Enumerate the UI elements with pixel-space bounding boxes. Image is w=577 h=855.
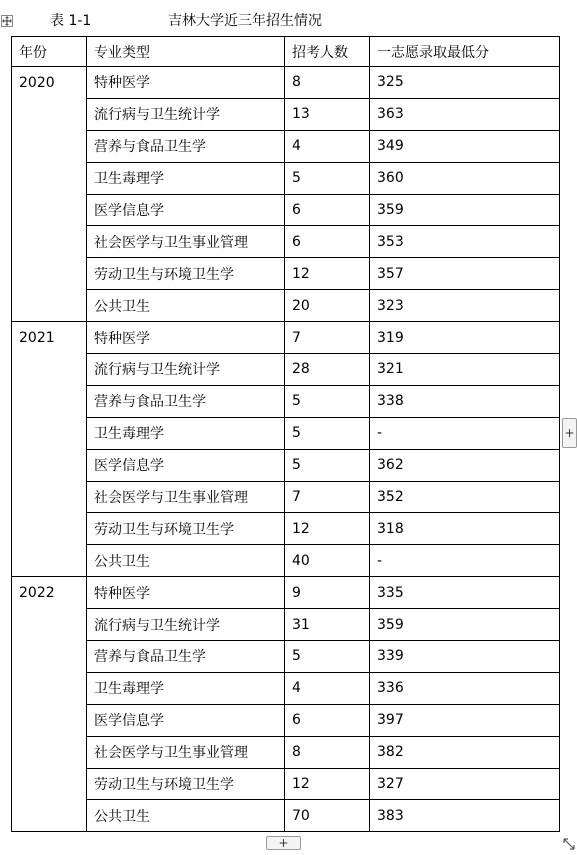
major-cell: 特种医学	[87, 577, 285, 609]
table-row	[12, 641, 560, 673]
major-cell: 营养与食品卫生学	[87, 130, 285, 162]
table-move-handle[interactable]	[1, 15, 13, 27]
table-row	[12, 98, 560, 130]
table-row	[12, 258, 560, 290]
min-score-cell: 318	[370, 513, 560, 545]
year-cell: 2022	[12, 577, 87, 832]
table-row	[12, 449, 560, 481]
major-cell: 劳动卫生与环境卫生学	[87, 258, 285, 290]
major-cell: 公共卫生	[87, 800, 285, 832]
major-cell: 流行病与卫生统计学	[87, 354, 285, 386]
table-row	[12, 672, 560, 704]
major-cell: 卫生毒理学	[87, 417, 285, 449]
min-score-cell: 338	[370, 385, 560, 417]
count-cell: 4	[285, 130, 370, 162]
table-row	[12, 385, 560, 417]
major-cell: 卫生毒理学	[87, 162, 285, 194]
min-score-cell: 353	[370, 226, 560, 258]
count-cell: 6	[285, 704, 370, 736]
major-cell: 营养与食品卫生学	[87, 641, 285, 673]
major-cell: 社会医学与卫生事业管理	[87, 481, 285, 513]
count-cell: 8	[285, 67, 370, 99]
major-cell: 医学信息学	[87, 704, 285, 736]
count-cell: 70	[285, 800, 370, 832]
count-cell: 8	[285, 736, 370, 768]
major-cell: 劳动卫生与环境卫生学	[87, 768, 285, 800]
min-score-cell: 321	[370, 354, 560, 386]
count-cell: 5	[285, 162, 370, 194]
count-cell: 5	[285, 417, 370, 449]
count-cell: 7	[285, 481, 370, 513]
year-cell: 2020	[12, 67, 87, 322]
header-min-score: 一志愿录取最低分	[370, 37, 560, 67]
table-row	[12, 162, 560, 194]
table-row	[12, 545, 560, 577]
major-cell: 流行病与卫生统计学	[87, 98, 285, 130]
count-cell: 40	[285, 545, 370, 577]
count-cell: 20	[285, 290, 370, 322]
header-major: 专业类型	[87, 37, 285, 67]
resize-diagonal-icon	[562, 837, 576, 851]
count-cell: 13	[285, 98, 370, 130]
count-cell: 7	[285, 322, 370, 354]
min-score-cell: 319	[370, 322, 560, 354]
major-cell: 流行病与卫生统计学	[87, 609, 285, 641]
table-row	[12, 322, 560, 354]
min-score-cell: 382	[370, 736, 560, 768]
table-row	[12, 704, 560, 736]
min-score-cell: 383	[370, 800, 560, 832]
table-header-row	[12, 37, 560, 67]
count-cell: 6	[285, 226, 370, 258]
major-cell: 公共卫生	[87, 290, 285, 322]
table-row	[12, 194, 560, 226]
move-arrows-icon	[2, 16, 12, 26]
major-cell: 特种医学	[87, 322, 285, 354]
count-cell: 31	[285, 609, 370, 641]
count-cell: 28	[285, 354, 370, 386]
min-score-cell: -	[370, 545, 560, 577]
major-cell: 社会医学与卫生事业管理	[87, 226, 285, 258]
table-body	[12, 67, 560, 832]
table-number: 表 1-1	[50, 13, 92, 29]
count-cell: 12	[285, 768, 370, 800]
table-row	[12, 513, 560, 545]
table-row	[12, 800, 560, 832]
table-row	[12, 67, 560, 99]
table-row	[12, 768, 560, 800]
table-row	[12, 481, 560, 513]
table-title: 吉林大学近三年招生情况	[168, 13, 322, 29]
min-score-cell: 336	[370, 672, 560, 704]
count-cell: 5	[285, 385, 370, 417]
table-resize-handle[interactable]	[562, 836, 576, 850]
table-row	[12, 609, 560, 641]
min-score-cell: 359	[370, 194, 560, 226]
major-cell: 劳动卫生与环境卫生学	[87, 513, 285, 545]
year-cell: 2021	[12, 322, 87, 577]
add-row-button[interactable]: +	[266, 836, 301, 850]
min-score-cell: 362	[370, 449, 560, 481]
admissions-table	[11, 36, 560, 832]
min-score-cell: 325	[370, 67, 560, 99]
min-score-cell: 360	[370, 162, 560, 194]
min-score-cell: 363	[370, 98, 560, 130]
table-row	[12, 226, 560, 258]
count-cell: 6	[285, 194, 370, 226]
header-count: 招考人数	[285, 37, 370, 67]
major-cell: 医学信息学	[87, 449, 285, 481]
min-score-cell: 357	[370, 258, 560, 290]
min-score-cell: 339	[370, 641, 560, 673]
major-cell: 医学信息学	[87, 194, 285, 226]
min-score-cell: 359	[370, 609, 560, 641]
major-cell: 社会医学与卫生事业管理	[87, 736, 285, 768]
count-cell: 4	[285, 672, 370, 704]
min-score-cell: -	[370, 417, 560, 449]
major-cell: 公共卫生	[87, 545, 285, 577]
header-year: 年份	[12, 37, 87, 67]
count-cell: 5	[285, 641, 370, 673]
min-score-cell: 397	[370, 704, 560, 736]
min-score-cell: 323	[370, 290, 560, 322]
major-cell: 特种医学	[87, 67, 285, 99]
count-cell: 12	[285, 513, 370, 545]
table-row	[12, 736, 560, 768]
table-row	[12, 577, 560, 609]
major-cell: 营养与食品卫生学	[87, 385, 285, 417]
table-row	[12, 354, 560, 386]
count-cell: 9	[285, 577, 370, 609]
min-score-cell: 352	[370, 481, 560, 513]
min-score-cell: 327	[370, 768, 560, 800]
table-row	[12, 290, 560, 322]
add-column-button[interactable]: +	[562, 418, 577, 448]
min-score-cell: 335	[370, 577, 560, 609]
major-cell: 卫生毒理学	[87, 672, 285, 704]
count-cell: 12	[285, 258, 370, 290]
count-cell: 5	[285, 449, 370, 481]
min-score-cell: 349	[370, 130, 560, 162]
table-row	[12, 130, 560, 162]
table-row	[12, 417, 560, 449]
